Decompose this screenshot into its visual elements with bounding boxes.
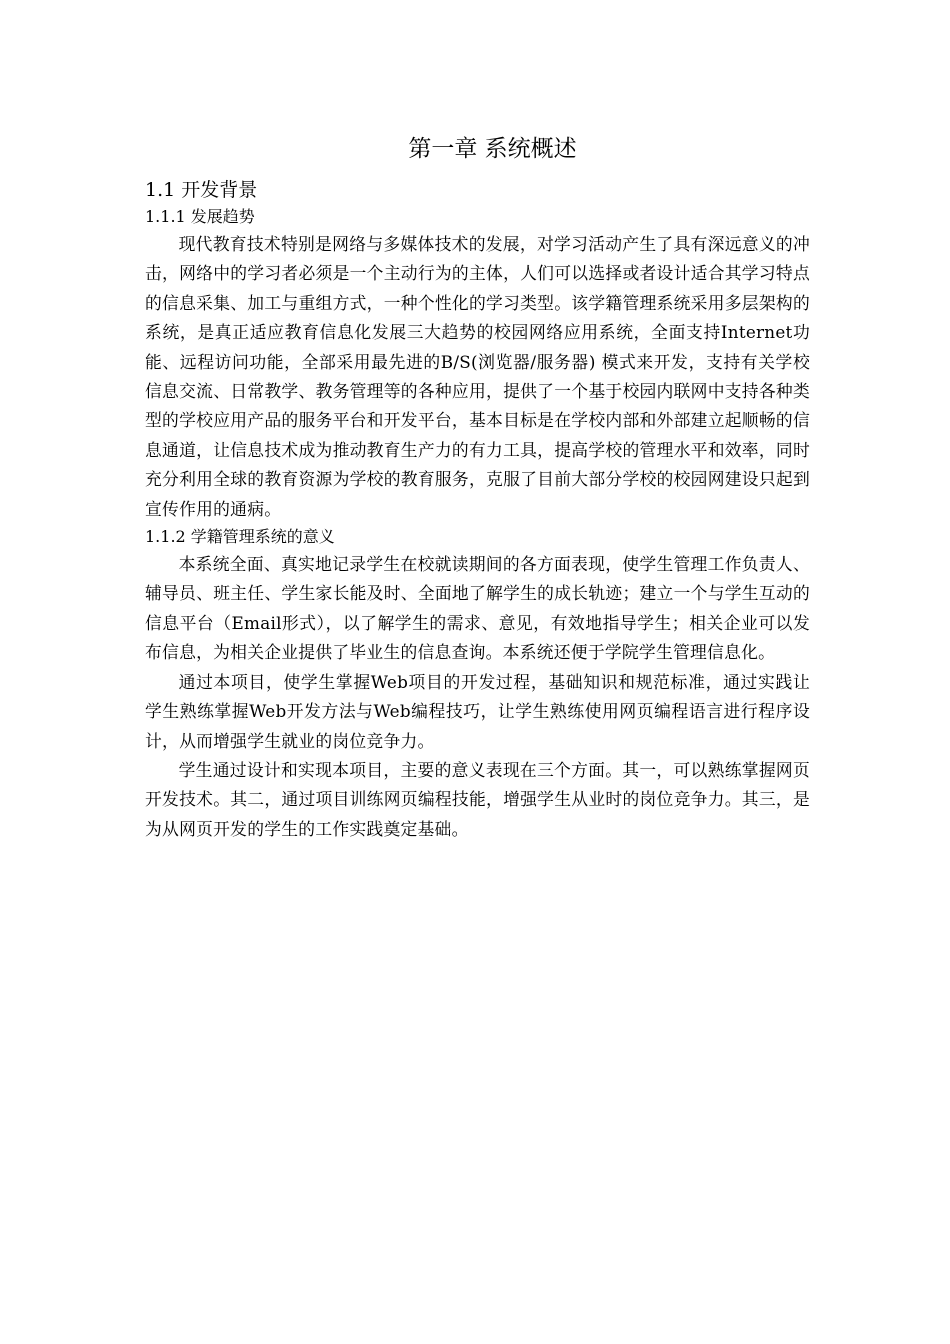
subsection-heading-1-1-2: 1.1.2 学籍管理系统的意义 [145,527,335,547]
chapter-title: 第一章 系统概述 [408,136,577,162]
paragraph-project-goals: 通过本项目，使学生掌握Web项目的开发过程，基础知识和规范标准，通过实践让学生熟练掌握Web开发方法与Web编程技巧，让学生熟练使用网页编程语言进行程序设计，从而增强学生就业的岗位竞争力。 [145,671,810,751]
subsection-heading-1-1-1: 1.1.1 发展趋势 [145,207,255,226]
paragraph-development-trend: 现代教育技术特别是网络与多媒体技术的发展，对学习活动产生了具有深远意义的冲击，网络中的学习者必须是一个主动行为的主体，人们可以选择或者设计适合其学习特点的信息采集、加工与重组方式，一种个性化的学习类型。该学籍管理系统采用多层架构的系统，是真正适应教育信息化发展三大趋势的校园网络应用系统，全面支持Internet功能、远程访问功能，全部采用最先进的B/S(浏览器/服务器) 模式来开发，支持有关学校信息交流、日常教学、教务管理等的各种应用，提供了一个基于校园内联网中支持各种类型的学校应用产品的服务平台和开发平台，基本目标是在学校内部和外部建立起顺畅的信息通道，让信息技术成为推动教育生产力的有力工具，提高学校的管理水平和效率，同时充分利用全球的教育资源为学校的教育服务，克服了目前大部分学校的校园网建设只起到宣传作用的通病。 [145,234,810,519]
document-body [145,132,810,844]
section-heading-1-1: 1.1 开发背景 [145,179,258,201]
paragraph-three-aspects: 学生通过设计和实现本项目，主要的意义表现在三个方面。其一，可以熟练掌握网页开发技术。其二，通过项目训练网页编程技能，增强学生从业时的岗位竞争力。其三，是为从网页开发的学生的工作实践奠定基础。 [145,759,810,839]
paragraph-system-significance: 本系统全面、真实地记录学生在校就读期间的各方面表现，使学生管理工作负责人、辅导员、班主任、学生家长能及时、全面地了解学生的成长轨迹；建立一个与学生互动的信息平台（Email形式），以了解学生的需求、意见，有效地指导学生；相关企业可以发布信息，为相关企业提供了毕业生的信息查询。本系统还便于学院学生管理信息化。 [145,554,810,663]
